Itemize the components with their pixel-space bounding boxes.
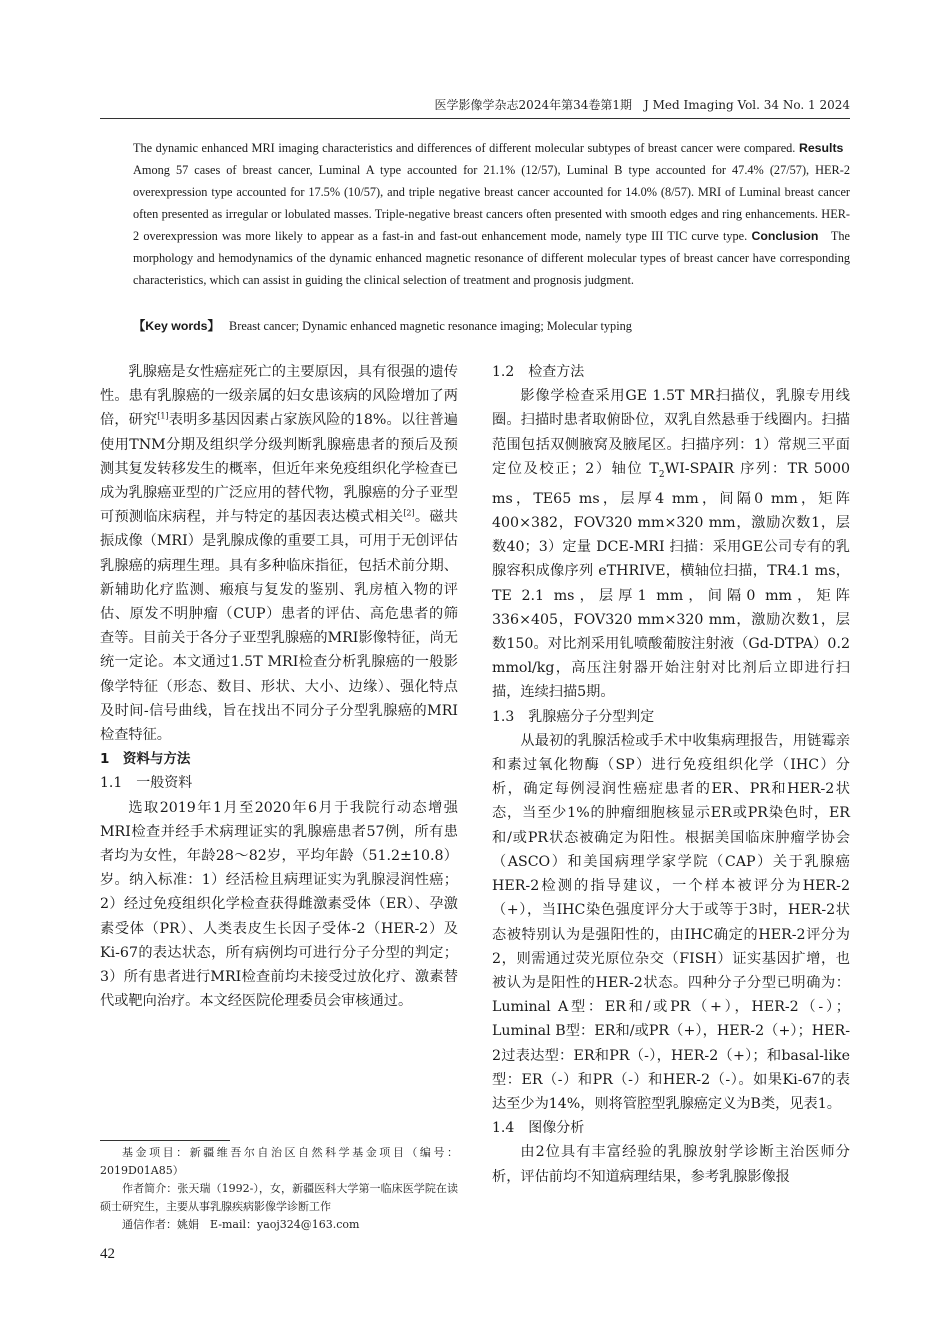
footnote-author: 作者简介：张天瑞（1992-），女，新疆医科大学第一临床医学院在读硕士研究生，主要从事乳腺疾病影像学诊断工作: [100, 1182, 458, 1213]
abstract-pre: The dynamic enhanced MRI imaging characteristics and differences of different molecular subtypes of breast cancer were compared.: [133, 141, 796, 155]
ref-1: [1]: [157, 411, 169, 421]
section-heading-1-4: 1.4 图像分析: [492, 1120, 585, 1137]
section-heading-1-3: 1.3 乳腺癌分子分型判定: [492, 708, 655, 725]
footnotes: [100, 1144, 458, 1234]
abstract-conclusion: The morphology and hemodynamics of the dynamic enhanced magnetic resonance of different molecular types of breast cancer have corresponding characteristics, which can assist in guiding the clinical selection of treatment and prognosis judgment.: [133, 229, 850, 287]
paragraph-1-4: 由2位具有丰富经验的乳腺放射学诊断主治医师分析，评估前均不知道病理结果，参考乳腺影像报: [492, 1144, 850, 1185]
paragraph-1-1: 选取2019年1月至2020年6月于我院行动态增强MRI检查并经手术病理证实的乳腺癌患者57例，所有患者均为女性，年龄28～82岁，平均年龄（51.2±10.8）岁。纳入标准：1）经活检且病理证实为乳腺浸润性癌；2）经过免疫组织化学检查获得雌激素受体（ER）、孕激素受体（PR）、人类表皮生长因子受体-2（HER-2）及Ki-67的表达状态，所有病例均可进行分子分型的判定；3）所有患者进行MRI检查前均未接受过放化疗、激素替代或靶向治疗。本文经医院伦理委员会审核通过。: [100, 799, 458, 1010]
intro-b: 表明多基因因素占家族风险的18%。以往普遍使用TNM分期及组织学分级判断乳腺癌患者的预后及预测其复发转移发生的概率，但近年来免疫组织化学检查已成为乳腺癌亚型的广泛应用的替代物，乳腺癌的分子亚型可预测临床病程，并与特定的基因表达模式相关: [100, 412, 458, 526]
p12a: 影像学检查采用GE 1.5T MR扫描仪，乳腺专用线圈。扫描时患者取俯卧位，双乳自然悬垂于线圈内。扫描范围包括双侧腋窝及腋尾区。扫描序列：1）常规三平面定位及校正；2）轴位 T: [492, 388, 850, 477]
keywords-label: 【Key words】: [133, 319, 220, 333]
paragraph-1-3: 从最初的乳腺活检或手术中收集病理报告，用链霉亲和素过氧化物酶（SP）进行免疫组织化学（IHC）分析，确定每例浸润性癌症患者的ER、PR和HER-2状态，当至少1%的肿瘤细胞核显示ER或PR染色时，ER和/或PR状态被确定为阳性。根据美国临床肿瘤学协会（ASCO）和美国病理学家学院（CAP）关于乳腺癌HER-2检测的指导建议，一个样本被评分为HER-2（+），当IHC染色强度评分大于或等于3时，HER-2状态被特别认为是强阳性的，由IHC确定的HER-2评分为2，则需通过荧光原位杂交（FISH）证实基因扩增，也被认为是阳性的HER-2状态。四种分子分型已明确为：Luminal A型：ER和/或PR（+），HER-2（-）；Luminal B型：ER和/或PR（+），HER-2（+）；HER-2过表达型：ER和PR（-），HER-2（+）；和basal-like型：ER（-）和PR（-）和HER-2（-）。如果Ki-67的表达至少为14%，则将管腔型乳腺癌定义为B类，见表1。: [492, 732, 850, 1112]
header-rule: [100, 118, 850, 119]
abstract: [133, 137, 850, 291]
p12b: WI-SPAIR 序列：TR 5000 ms，TE65 ms，层厚4 mm，间隔0 mm，矩阵 400×382，FOV320 mm×320 mm，激励次数1，层数40；3）定量 DCE-MRI 扫描：采用GE公司专有的乳腺容积成像序列 eTHRIVE，横轴位扫描，TR4.1 ms，TE 2.1 ms，层厚1 mm，间隔0 mm，矩阵 336×405，FOV320 mm×320 mm，激励次数1，层数150。对比剂采用钆喷酸葡胺注射液（Gd-DTPA）0.2 mmol/kg，高压注射器开始注射对比剂后立即进行扫描，连续扫描5期。: [492, 460, 851, 701]
keywords: [133, 316, 850, 334]
footnote-fund: 基金项目：新疆维吾尔自治区自然科学基金项目（编号：2019D01A85）: [100, 1146, 458, 1177]
paragraph-1-2: [492, 384, 850, 704]
intro-a: 乳腺癌是女性癌症死亡的主要原因，具有很强的遗传性。患有乳腺癌的一级亲属的妇女患该病的风险增加了两倍，研究: [100, 364, 458, 429]
running-header: 医学影像学杂志2024年第34卷第1期 J Med Imaging Vol. 34 No. 1 2024: [434, 98, 850, 112]
footnote-contact: 通信作者：姚娟 E-mail：yaoj324@163.com: [122, 1218, 360, 1231]
footnote-rule: [100, 1140, 230, 1141]
p12-subscript: 2: [658, 469, 665, 480]
page-number: 42: [100, 1246, 115, 1262]
section-heading-1: 1 资料与方法: [100, 751, 191, 768]
ref-2: [2]: [403, 508, 415, 518]
section-heading-1-1: 1.1 一般资料: [100, 775, 193, 792]
left-column: [100, 360, 458, 1013]
conclusion-label: Conclusion: [751, 229, 819, 243]
results-label: Results: [798, 141, 844, 155]
intro-paragraph: [100, 360, 458, 747]
intro-c: 。磁共振成像（MRI）是乳腺成像的重要工具，可用于无创评估乳腺癌的病理生理。具有多种临床指征，包括术前分期、新辅助化疗监测、瘢痕与复发的鉴别、乳房植入物的评估、原发不明肿瘤（CUP）患者的评估、高危患者的筛查等。目前关于各分子亚型乳腺癌的MRI影像特征，尚无统一定论。本文通过1.5T MRI检查分析乳腺癌的一般影像学特征（形态、数目、形状、大小、边缘）、强化特点及时间-信号曲线，旨在找出不同分子分型乳腺癌的MRI检查特征。: [100, 509, 458, 744]
section-heading-1-2: 1.2 检查方法: [492, 364, 585, 380]
right-column: [492, 360, 850, 1189]
keywords-text: Breast cancer; Dynamic enhanced magnetic resonance imaging; Molecular typing: [229, 319, 632, 333]
abstract-results: Among 57 cases of breast cancer, Luminal A type accounted for 21.1% (12/57), Luminal B type accounted for 47.4% (27/57), HER-2 overexpression type accounted for 17.5% (10/57), and triple negative breast cancer accounted for 14.0% (8/57). MRI of Luminal breast cancer often presented as irregular or lobulated masses. Triple-negative breast cancers often presented with smooth edges and ring enhancements. HER-2 overexpression was more likely to appear as a fast-in and fast-out enhancement mode, namely type III TIC curve type.: [133, 163, 850, 243]
